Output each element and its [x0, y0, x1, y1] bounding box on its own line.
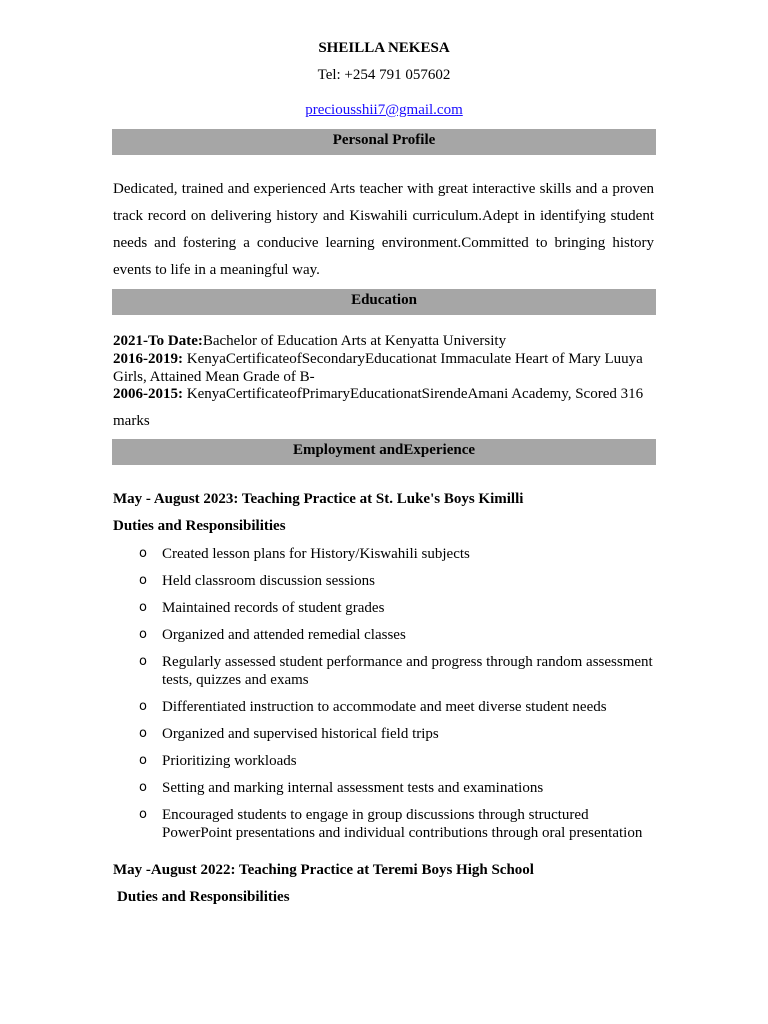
- duty-text: Regularly assessed student performance and progress through random assessment tests, quizzes and exams: [162, 654, 653, 688]
- list-item: [113, 752, 658, 770]
- education-period: 2016-2019:: [113, 351, 187, 367]
- section-header-education: Education: [112, 289, 656, 315]
- job-title: May -August 2022: Teaching Practice at Teremi Boys High School: [113, 862, 534, 878]
- education-detail: Bachelor of Education Arts at Kenyatta University: [202, 333, 507, 349]
- email-link[interactable]: preciousshii7@gmail.com: [305, 102, 463, 118]
- bullet-icon: o: [139, 753, 147, 768]
- education-entry: [113, 381, 654, 435]
- duty-text: Maintained records of student grades: [162, 600, 385, 616]
- education-list: [113, 332, 654, 435]
- duties-heading: Duties and Responsibilities: [117, 889, 290, 905]
- duty-text: Held classroom discussion sessions: [162, 573, 375, 589]
- duty-text: Differentiated instruction to accommodate and meet diverse student needs: [162, 699, 607, 715]
- list-item: [113, 779, 658, 797]
- section-header-profile: Personal Profile: [112, 129, 656, 155]
- bullet-icon: o: [139, 699, 147, 714]
- candidate-name: SHEILLA NEKESA: [318, 40, 450, 56]
- education-detail: KenyaCertificateofPrimaryEducationatSirendeAmani Academy, Scored 316 marks: [113, 386, 644, 429]
- bullet-icon: o: [139, 726, 147, 741]
- bullet-icon: o: [139, 600, 147, 615]
- list-item: [113, 572, 658, 590]
- education-detail: KenyaCertificateofSecondaryEducationat Immaculate Heart of Mary Luuya Girls, Attained Mean Grade of B-: [113, 351, 643, 385]
- duty-text: Organized and supervised historical field trips: [162, 726, 439, 742]
- bullet-icon: o: [139, 573, 147, 588]
- duty-text: Encouraged students to engage in group discussions through structured PowerPoint presentations and individual contributions through oral presentation: [162, 807, 643, 841]
- phone-number: Tel: +254 791 057602: [317, 67, 451, 83]
- list-item: [113, 545, 658, 563]
- duties-list: [113, 545, 658, 851]
- list-item: [113, 653, 658, 689]
- bullet-icon: o: [139, 780, 147, 795]
- education-period: 2006-2015:: [113, 386, 187, 402]
- job-title: May - August 2023: Teaching Practice at St. Luke's Boys Kimilli: [113, 491, 524, 507]
- duty-text: Created lesson plans for History/Kiswahili subjects: [162, 546, 470, 562]
- bullet-icon: o: [139, 627, 147, 642]
- education-entry: [113, 332, 654, 350]
- bullet-icon: o: [139, 546, 147, 561]
- email-line: [112, 102, 656, 119]
- duty-text: Setting and marking internal assessment tests and examinations: [162, 780, 544, 796]
- duties-heading: Duties and Responsibilities: [113, 518, 286, 534]
- duty-text: Organized and attended remedial classes: [162, 627, 406, 643]
- education-period: 2021-To Date:: [113, 333, 203, 349]
- list-item: [113, 806, 658, 842]
- section-header-employment: Employment andExperience: [112, 439, 656, 465]
- list-item: [113, 626, 658, 644]
- list-item: [113, 698, 658, 716]
- bullet-icon: o: [139, 807, 147, 822]
- profile-paragraph: Dedicated, trained and experienced Arts teacher with great interactive skills and a proven track record on delivering history and Kiswahili curriculum.Adept in identifying student needs and fostering a conducive learning environment.Committed to bringing history events to life in a meaningful way.: [113, 181, 654, 278]
- list-item: [113, 599, 658, 617]
- bullet-icon: o: [139, 654, 147, 669]
- list-item: [113, 725, 658, 743]
- duty-text: Prioritizing workloads: [162, 753, 297, 769]
